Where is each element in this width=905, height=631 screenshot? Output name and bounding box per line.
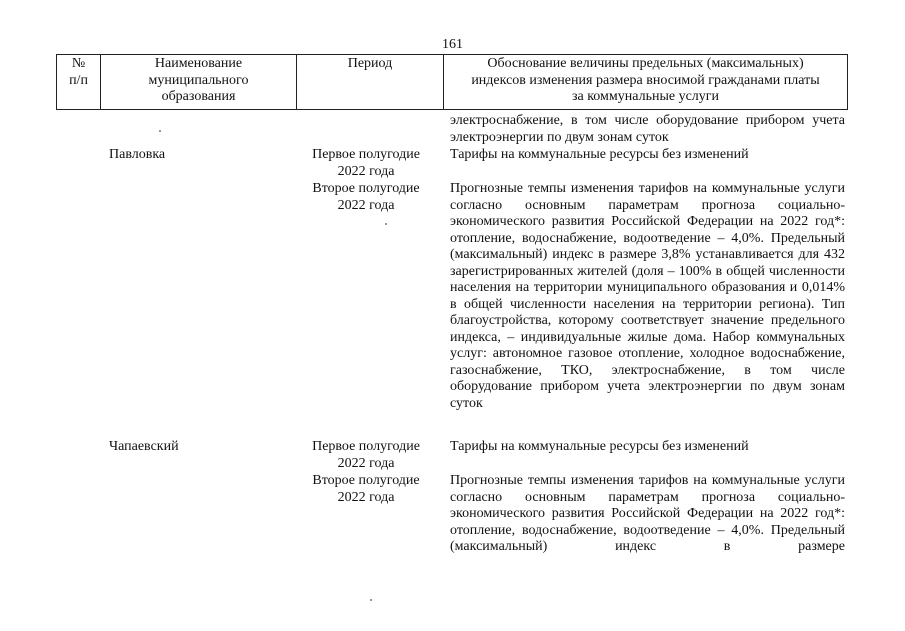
period-first-half-pavlovka: Первое полугодие 2022 года	[312, 147, 420, 179]
scan-speck	[370, 599, 372, 601]
text-forecast-pavlovka: Прогнозные темпы изменения тарифов на коммунальные услуги согласно основным параметрам прогноза социально-экономического развития Российской Федерации на 2022 год*: отопление, водоснабжение, водоотведение – 4,0%. Предельный (максимальный) индекс в размере 3,8% устанавливается для 432 зарегистрированных жителей (доля – 100% в общей численности населения на территории муниципального образования и 0,014% в общей численности населения на территории региона). Тип благоустройства, которому соответствует значение предельного индекса, – индивидуальные жилые дома. Набор коммунальных услуг: автономное газовое отопление, холодное водоснабжение, газоснабжение, ТКО, электроснабжение, в том числе оборудование прибором учета электроэнергии по двум зонам суток	[450, 181, 845, 411]
text-no-change-pavlovka: Тарифы на коммунальные ресурсы без изменений	[450, 147, 749, 162]
period-second-half-pavlovka: Второе полугодие 2022 года	[312, 181, 420, 213]
scan-speck	[159, 130, 161, 132]
period-second-half-chapaevsky: Второе полугодие 2022 года	[312, 473, 420, 505]
municipality-pavlovka: Павловка	[109, 147, 166, 162]
header-cell-basis: Обоснование величины предельных (максимальных) индексов изменения размера вносимой гражданами платы за коммунальные услуги	[444, 55, 848, 110]
header-cell-name: Наименование муниципального образования	[101, 55, 297, 110]
text-no-change-chapaevsky: Тарифы на коммунальные ресурсы без изменений	[450, 439, 749, 454]
page-number: 161	[442, 37, 463, 52]
scan-speck	[385, 223, 387, 225]
carry-over-text: электроснабжение, в том числе оборудование прибором учета электроэнергии по двум зонам суток	[450, 113, 845, 145]
text-forecast-chapaevsky: Прогнозные темпы изменения тарифов на коммунальные услуги согласно основным параметрам прогноза социально-экономического развития Российской Федерации на 2022 год*: отопление, водоснабжение, водоотведение – 4,0%. Предельный (максимальный) индекс в размере	[450, 473, 845, 554]
period-first-half-chapaevsky: Первое полугодие 2022 года	[312, 439, 420, 471]
header-cell-number: № п/п	[57, 55, 101, 110]
header-cell-period: Период	[297, 55, 444, 110]
municipality-chapaevsky: Чапаевский	[109, 439, 179, 454]
